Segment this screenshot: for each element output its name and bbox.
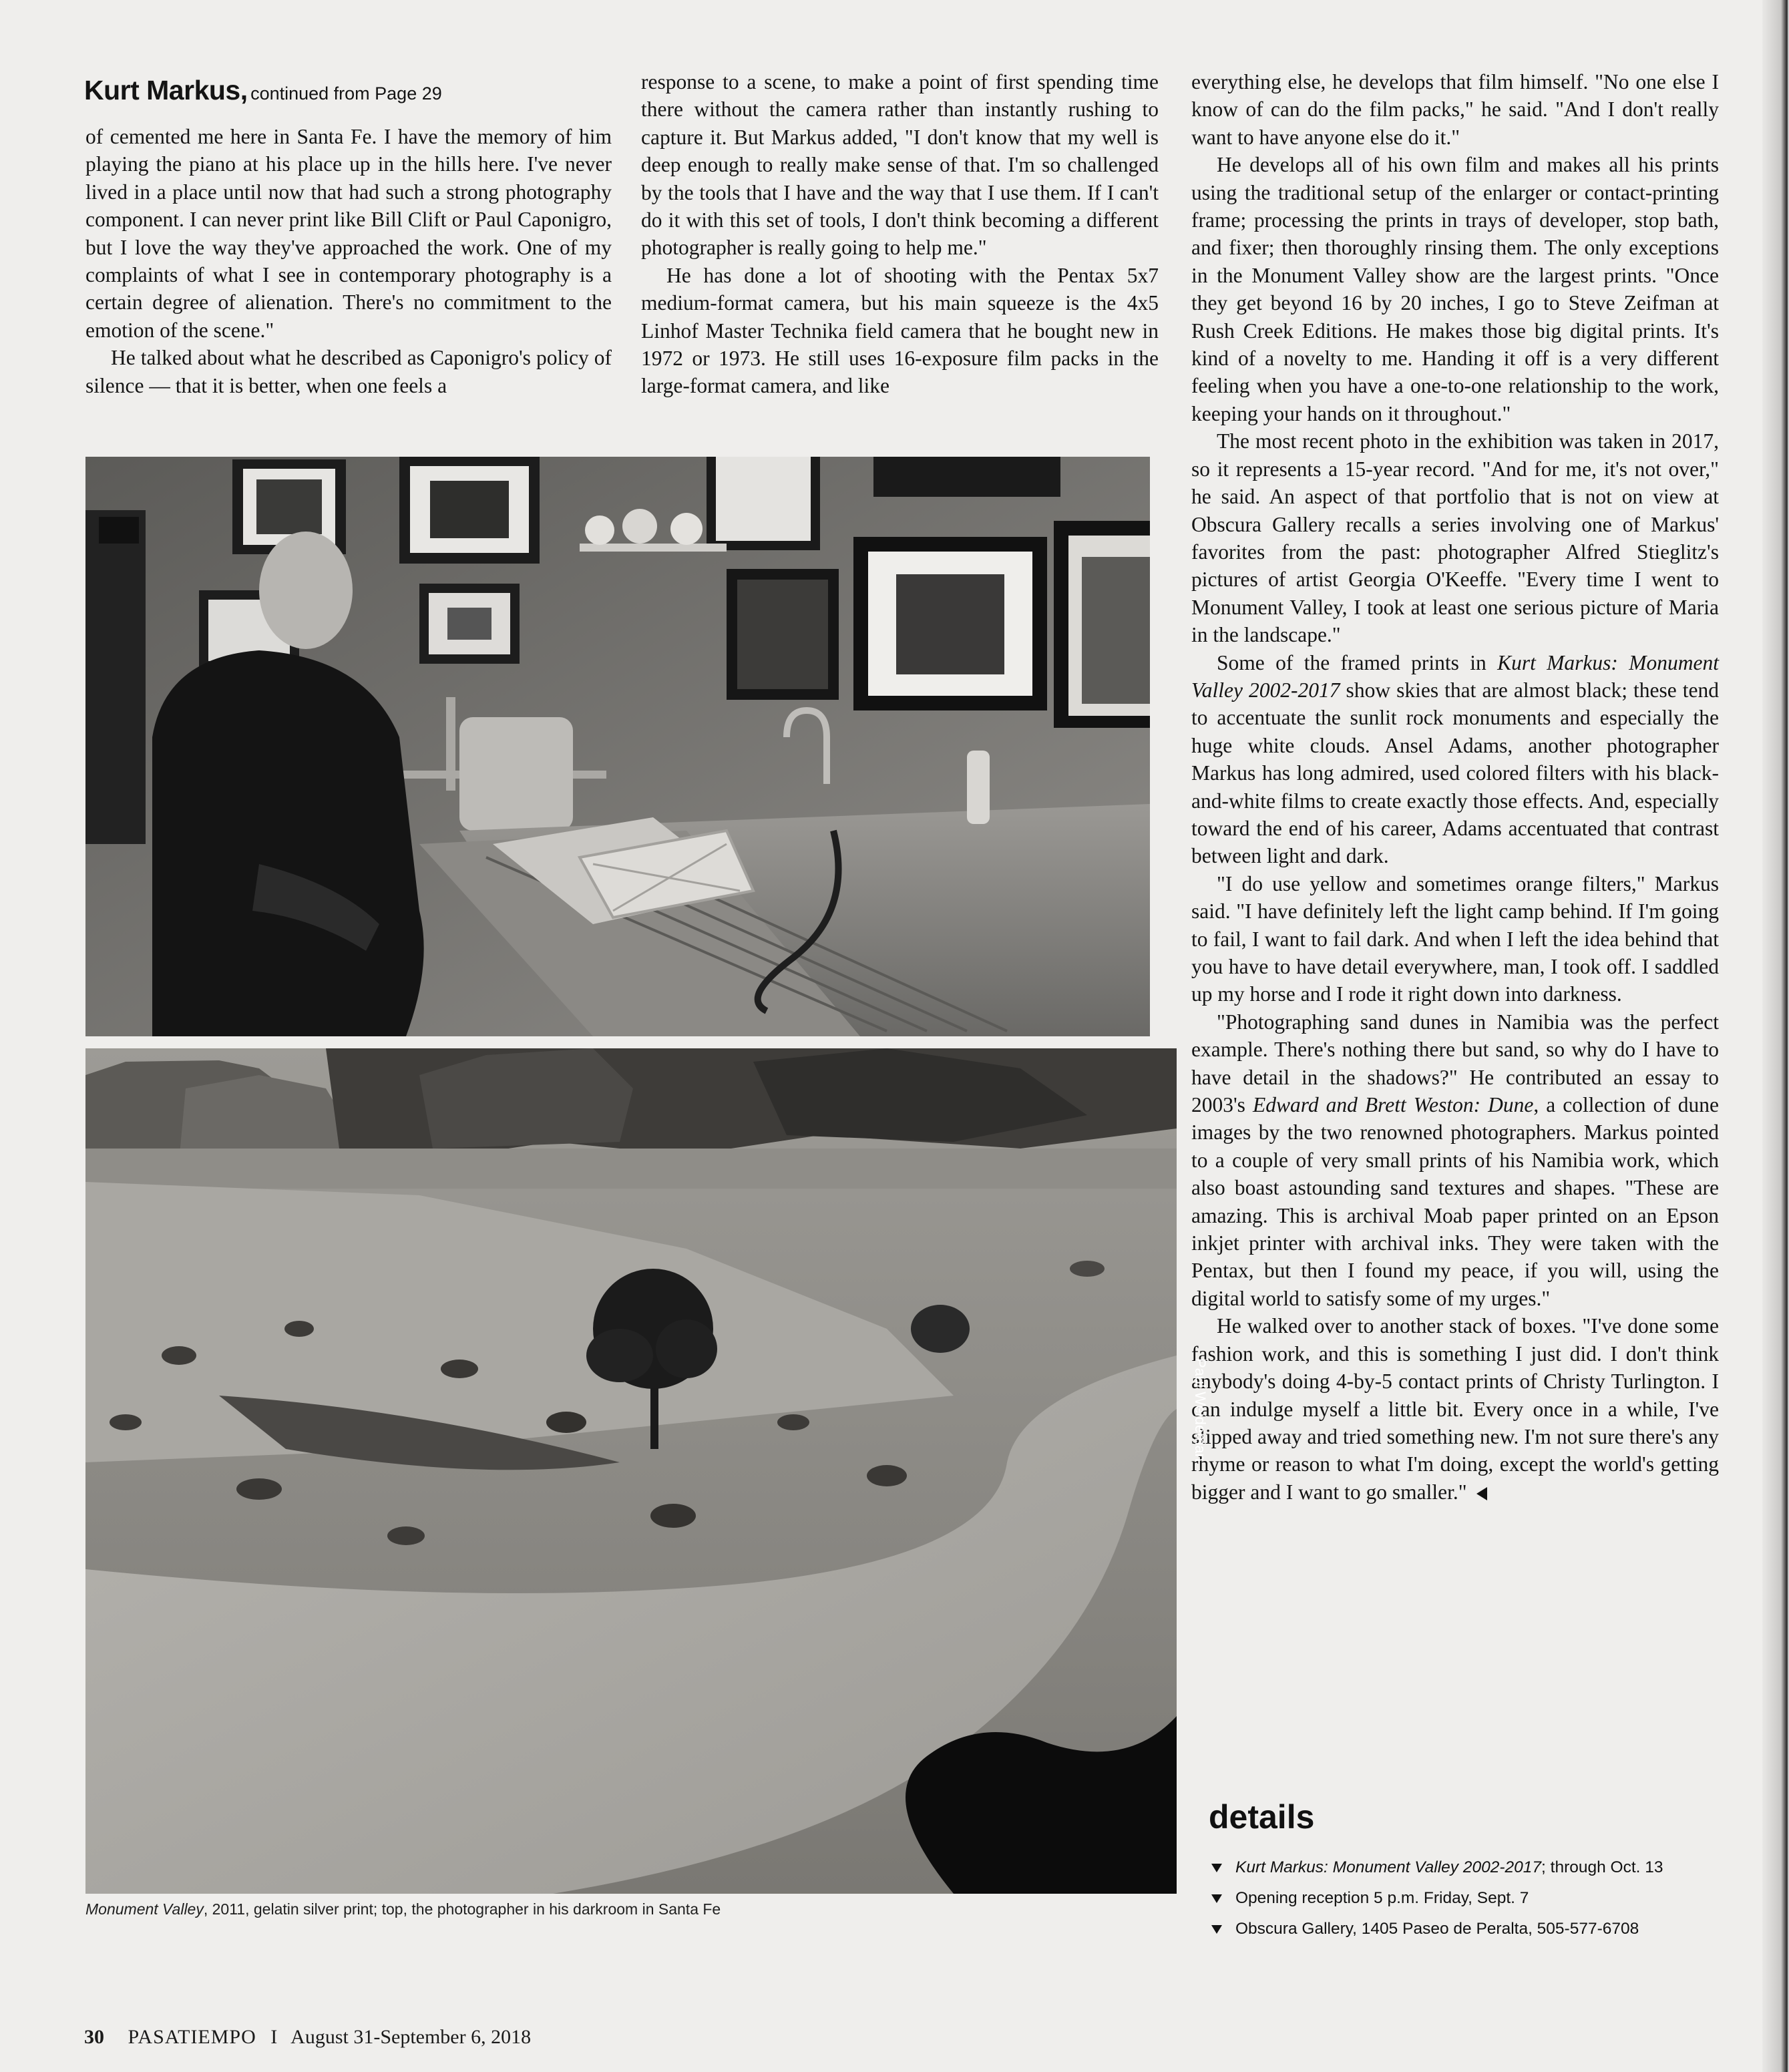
details-item (1211, 1852, 1719, 1883)
bullet-triangle-icon (1211, 1925, 1222, 1934)
publication-name: PASATIEMPO (128, 2026, 256, 2048)
details-exhibition-title: Kurt Markus: Monument Valley 2002-2017 (1235, 1858, 1542, 1876)
photo-monument-valley (85, 1048, 1177, 1894)
text-run: He walked over to another stack of boxes. "I've done some fashion work, and this is something I just did. I don't think anybody's doing 4-by-5 contact prints of Christy Turlington. I can indulge myself a little bit. Every once in a while, I've slipped away and tried something new. I'm not sure there's any rhyme or reason to what I'm doing, except the world's getting bigger and I want to go smaller." (1191, 1314, 1719, 1504)
continued-from-label: continued from Page 29 (250, 83, 442, 103)
photo-credit: Paul Weideman (1192, 1358, 1209, 1462)
page-number: 30 (84, 2026, 104, 2048)
text-column-2 (641, 68, 1159, 400)
text-run: "Photographing sand dunes in Namibia was the perfect example. There's nothing there but sand, so why do I have to have detail in the shadows?" He contributed an essay to 2003's (1191, 1010, 1719, 1117)
paragraph: He talked about what he described as Caponigro's policy of silence — that it is better, when one feels a (85, 346, 612, 397)
photo-darkroom (85, 457, 1209, 1462)
details-item (1211, 1883, 1719, 1914)
caption-text: , 2011, gelatin silver print; top, the photographer in his darkroom in Santa Fe (203, 1900, 721, 1918)
bullet-triangle-icon (1211, 1894, 1222, 1903)
details-reception: Opening reception 5 p.m. Friday, Sept. 7 (1235, 1889, 1529, 1907)
paragraph: "I do use yellow and sometimes orange filters," Markus said. "I have definitely left the light camp behind. If I'm going to fail, I want to fail dark. And when I left the idea behind that you have to have detail everywhere, man, I took off. I saddled up my horse and I rode it right down into darkness. (1191, 871, 1719, 1006)
paragraph: response to a scene, to make a point of first spending time there without the camera rather than instantly rushing to capture it. But Markus added, "I don't know that my well is deep enough to really make sense of that. I'm so challenged by the tools that I have and the way that I use them. If I can't do it with this set of tools, I don't think becoming a different photographer is really going to help me." (641, 70, 1159, 260)
paragraph (1191, 1008, 1719, 1312)
text-run: show skies that are almost black; these tend to accentuate the sunlit rock monuments and especially the huge white clouds. Ansel Adams, another photographer Markus has long admired, used colored filters with his black-and-white films to create exactly those effects. And, especially toward the end of his career, Adams accentuated that contrast between light and dark. (1191, 678, 1719, 868)
text-run: , a collection of dune images by the two renowned photographers. Markus pointed to a couple of very small prints of his Namibia work, which also boast astounding sand textures and shapes. "These are amazing. This is archival Moab paper printed on an Epson inkjet printer with archival inks. They were taken with the Pentax, but then I found my peace, if you will, using the digital world to satisfy some of my urges." (1191, 1093, 1720, 1310)
bullet-triangle-icon (1211, 1864, 1222, 1872)
details-item (1211, 1914, 1719, 1944)
details-list (1211, 1852, 1719, 1944)
issue-date: August 31-September 6, 2018 (290, 2026, 532, 2048)
darkroom-illustration (85, 457, 1150, 1036)
paragraph: of cemented me here in Santa Fe. I have the memory of him playing the piano at his place up in the hills here. I've never lived in a place until now that had such a strong photography component. I can never print like Bill Clift or Paul Caponigro, but I love the way they've approached the work. One of my complaints of what I see in contemporary photography is a certain degree of alienation. There's no commitment to the emotion of the scene." (85, 125, 612, 342)
paragraph: He develops all of his own film and makes all his prints using the traditional setup of the enlarger or contact-printing frame; processing the prints in trays of developer, stop bath, and fixer; then thoroughly rinsing them. The only exceptions in the Monument Valley show are the largest prints. "Once they get beyond 16 by 20 inches, I go to Steve Zeifman at Rush Creek Editions. He makes those big digital prints. It's kind of a novelty to me. Handing it off is a very different feeling when you have a one-to-one relationship to the work, keeping your hands on it throughout." (1191, 153, 1719, 425)
paragraph: everything else, he develops that film himself. "No one else I know of can do the film packs," he said. "And I don't really want to have anyone else do it." (1191, 70, 1719, 149)
subject-name: Kurt Markus, (84, 75, 248, 106)
end-of-story-icon (1476, 1487, 1487, 1500)
article-continuation-header (84, 75, 442, 106)
text-run: Some of the framed prints in (1217, 650, 1498, 674)
paragraph (1191, 649, 1719, 870)
caption-title: Monument Valley (85, 1900, 204, 1918)
book-title: Edward and Brett Weston: Dune (1252, 1093, 1534, 1117)
page-edge-shadow (1762, 0, 1789, 2072)
exhibition-title: Kurt Markus: Monument Valley 2002-2017 (1191, 650, 1719, 702)
paragraph: The most recent photo in the exhibition was taken in 2017, so it represents a 15-year record. "And for me, it's not over," he said. An aspect of that portfolio that is not on view at Obscura Gallery recalls a series involving one of Markus' favorites from the past: photographer Alfred Stieglitz's pictures of artist Georgia O'Keeffe. "Every time I went to Monument Valley, I took at least one serious picture of Maria in the landscape." (1191, 429, 1719, 647)
text-column-1 (85, 123, 612, 399)
text-column-3 (1191, 68, 1719, 1506)
paragraph: He has done a lot of shooting with the Pentax 5x7 medium-format camera, but his main squeeze is the 4x5 Linhof Master Technika field camera that he bought new in 1972 or 1973. He still uses 16-exposure film packs in the large-format camera, and like (641, 263, 1159, 398)
paragraph (1191, 1312, 1719, 1506)
monument-valley-illustration (85, 1048, 1177, 1894)
page-folio (84, 2026, 531, 2049)
details-dates: ; through Oct. 13 (1541, 1858, 1663, 1876)
photo-caption (85, 1900, 721, 1918)
folio-separator: I (270, 2026, 278, 2048)
details-heading: details (1209, 1798, 1315, 1836)
details-venue: Obscura Gallery, 1405 Paseo de Peralta, 505-577-6708 (1235, 1920, 1639, 1938)
